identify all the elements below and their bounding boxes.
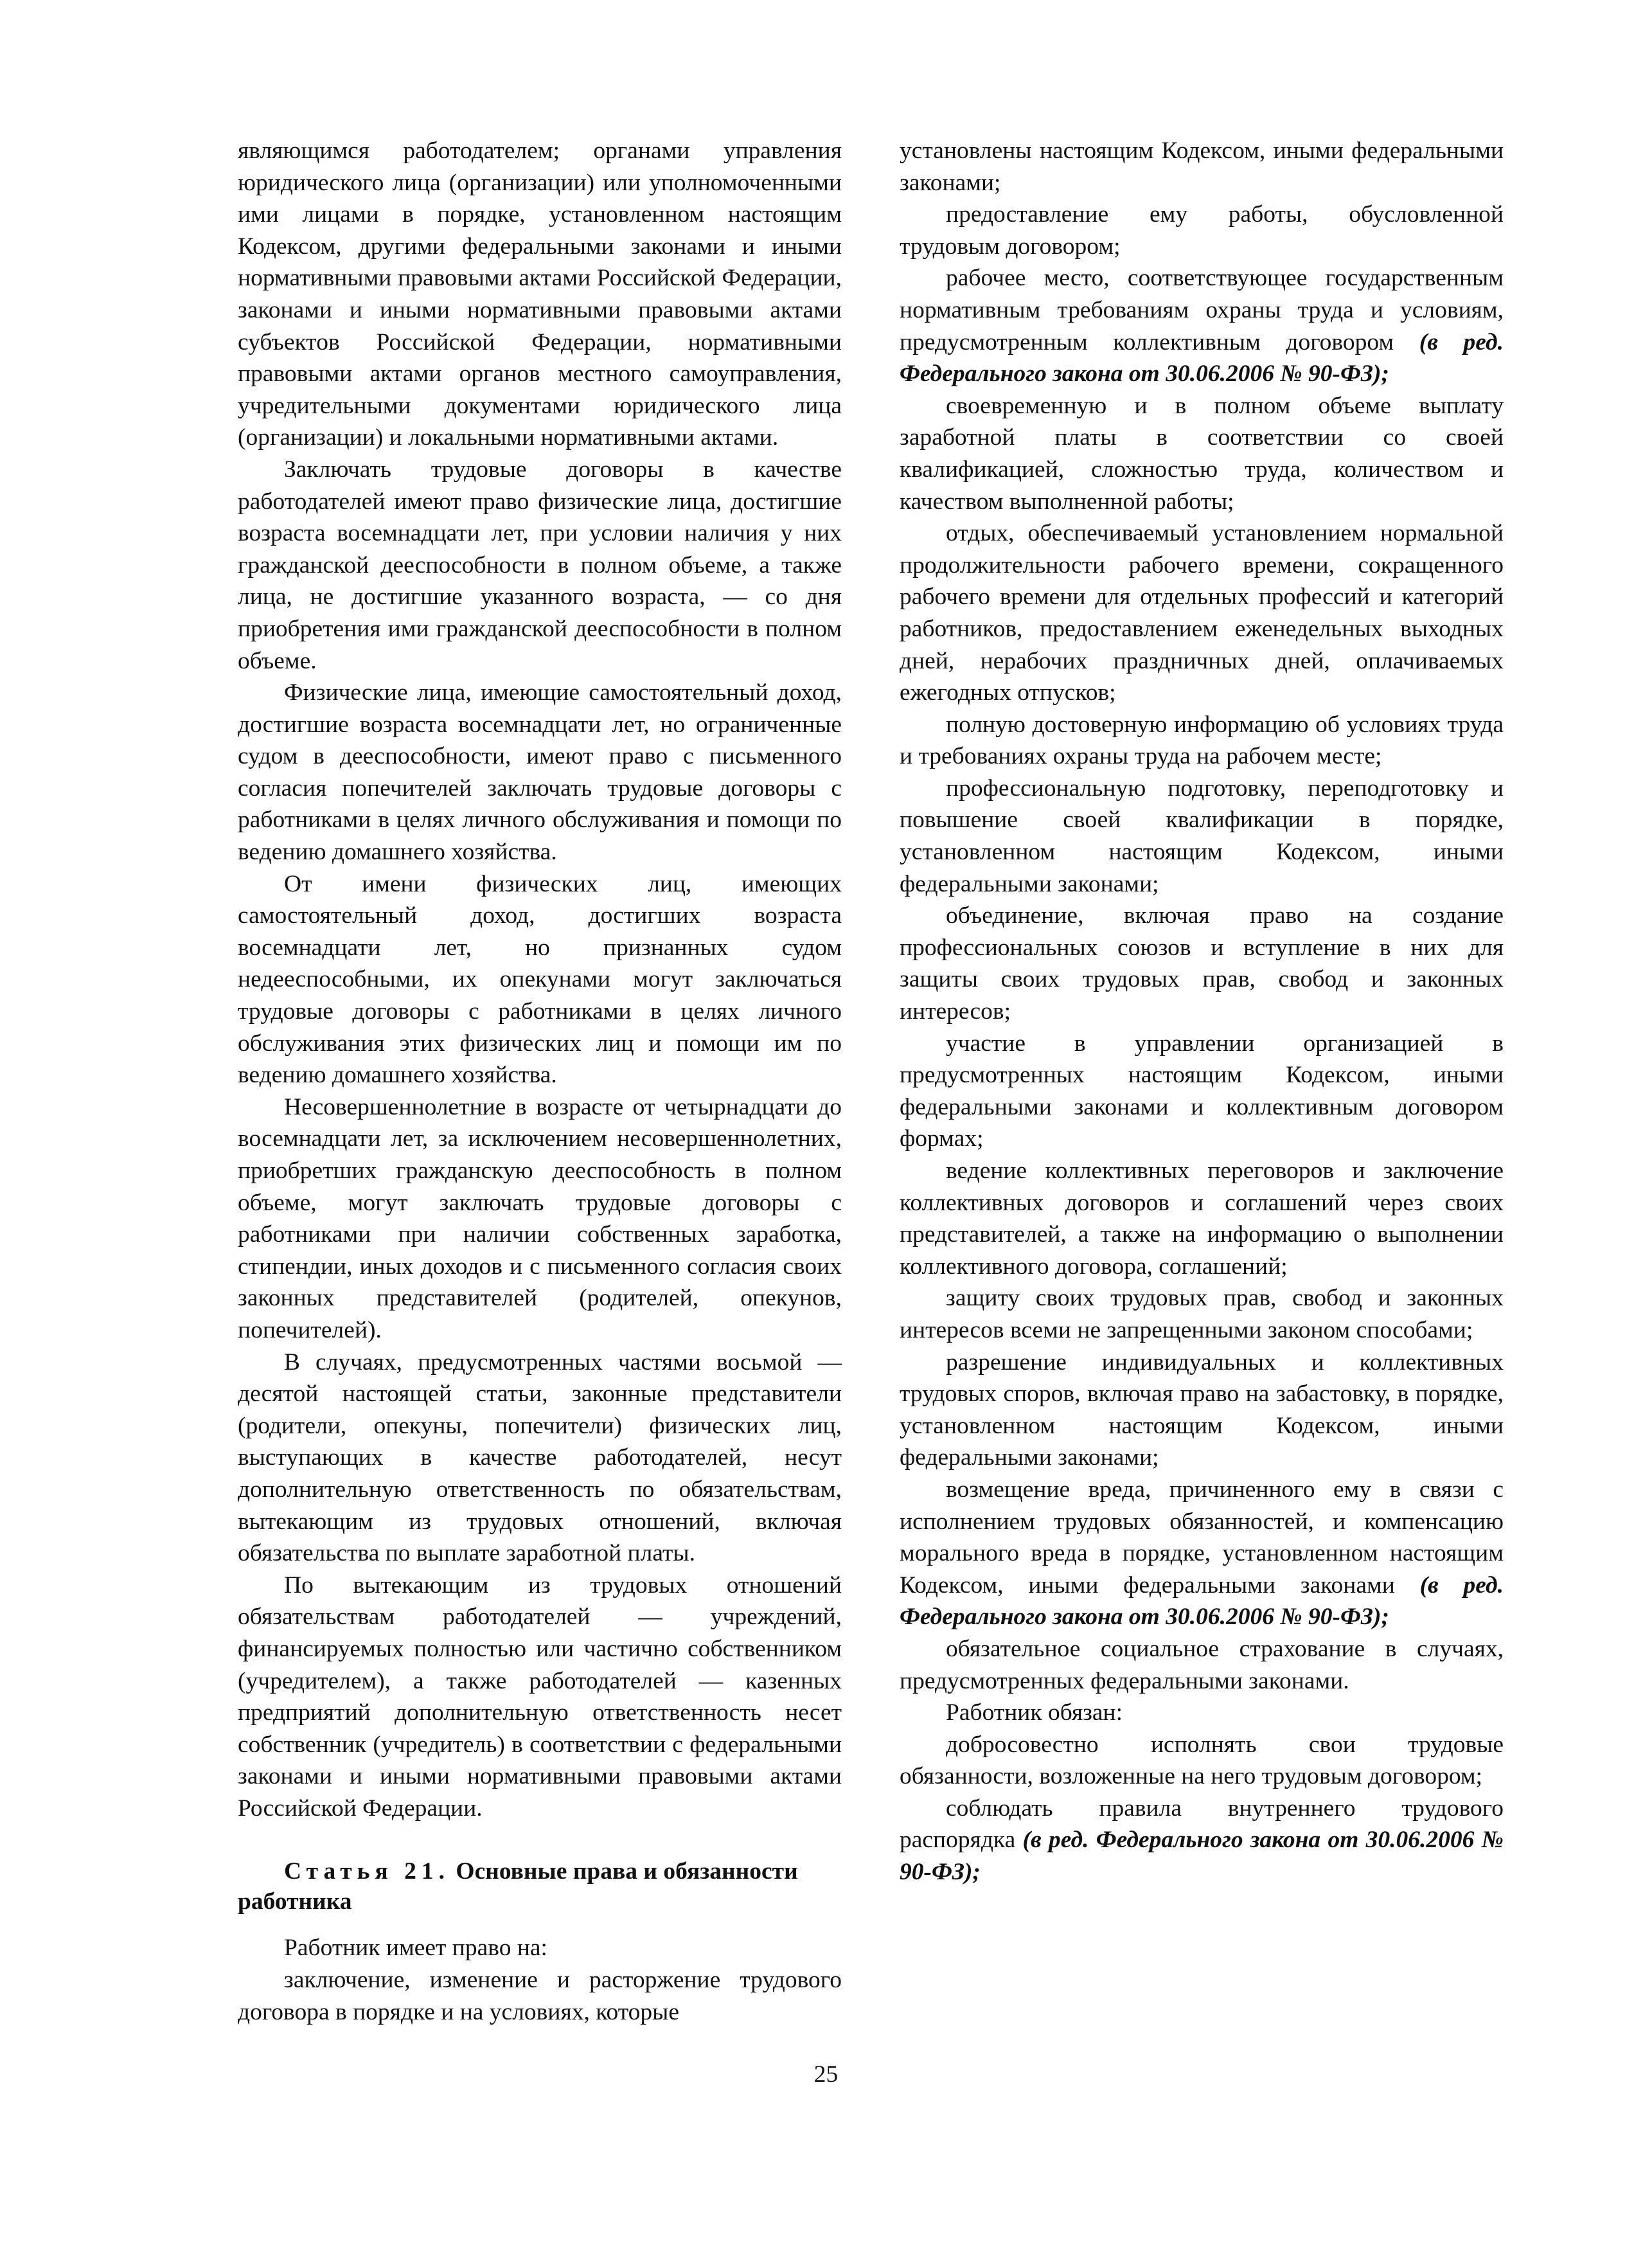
paragraph <box>900 1793 1504 1888</box>
paragraph: добросовестно исполнять свои трудовые обязанности, возложенные на него трудовым договором; <box>900 1731 1504 1790</box>
page-number: 25 <box>813 2061 839 2088</box>
article-title: Основные права и обязанности работника <box>238 1858 798 1915</box>
paragraph: объединение, включая право на создание профессиональных союзов и вступление в них для защиты своих трудовых прав, свобод и законных интересов; <box>900 902 1504 1025</box>
paragraph: По вытекающим из трудовых отношений обязательствам работодателей — учреждений, финансируемых полностью или частично собственником (учредителем), а также работодателей — казенных предприятий дополнительную ответственность несет собственник (учредитель) в соответствии с федеральными законами и иными нормативными правовыми актами Российской Федерации. <box>238 1571 842 1822</box>
paragraph: Физические лица, имеющие самостоятельный доход, достигшие возраста восемнадцати лет, но ограниченные судом в дееспособности, имеют право с письменного согласия попечителей заключать трудовые договоры с работниками в целях личного обслуживания и помощи по ведению домашнего хозяйства. <box>238 679 842 866</box>
article-heading <box>238 1856 842 1917</box>
paragraph: От имени физических лиц, имеющих самостоятельный доход, достигших возраста восемнадцати лет, но признанных судом недееспособными, их опекунами могут заключаться трудовые договоры с работниками в целях личного обслуживания этих физических лиц и помощи им по ведению домашнего хозяйства. <box>238 870 842 1089</box>
paragraph: Заключать трудовые договоры в качестве работодателей имеют право физические лица, достигшие возраста восемнадцати лет, при условии наличия у них гражданской дееспособности в полном объеме, а также лица, не достигшие указанного возраста, — со дня приобретения ими гражданской дееспособности в полном объеме. <box>238 456 842 674</box>
paragraph: участие в управлении организацией в предусмотренных настоящим Кодексом, иными федеральными законами и коллективным договором формах; <box>900 1030 1504 1152</box>
paragraph: Несовершеннолетние в возрасте от четырнадцати до восемнадцати лет, за исключением несовершеннолетних, приобретших гражданскую дееспособность в полном объеме, могут заключать трудовые договоры с работниками при наличии собственных заработка, стипендии, иных доходов и с письменного согласия своих законных представителей (родителей, опекунов, попечителей). <box>238 1093 842 1343</box>
paragraph: ведение коллективных переговоров и заключение коллективных договоров и соглашений через своих представителей, а также на информацию о выполнении коллективного договора, соглашений; <box>900 1158 1504 1280</box>
amendment-note: (в ред. Федерального закона от 30.06.2006 № 90-ФЗ); <box>900 1827 1504 1886</box>
paragraph: заключение, изменение и расторжение трудового договора в порядке и на условиях, которые <box>238 1967 842 2025</box>
paragraph: Работник имеет право на: <box>284 1935 547 1962</box>
paragraph <box>900 1474 1504 1633</box>
paragraph-text: соблюдать правила внутреннего трудового распорядка <box>900 1795 1504 1854</box>
paragraph: защиту своих трудовых прав, свобод и законных интересов всеми не запрещенными законом способами; <box>900 1285 1504 1343</box>
paragraph: полную достоверную информацию об условиях труда и требованиях охраны труда на рабочем месте; <box>900 711 1504 770</box>
right-column <box>900 135 1504 1888</box>
paragraph: разрешение индивидуальных и коллективных трудовых споров, включая право на забастовку, в порядке, установленном настоящим Кодексом, иными федеральными законами; <box>900 1348 1504 1471</box>
paragraph-text: рабочее место, соответствующее государственным нормативным требованиям охраны труда и условиям, предусмотренным коллективным договором <box>900 265 1504 355</box>
paragraph-text: возмещение вреда, причиненного ему в связи с исполнением трудовых обязанностей, и компенсацию морального вреда в порядке, установленном настоящим Кодексом, иными федеральными законами <box>900 1476 1504 1598</box>
paragraph: являющимся работодателем; органами управления юридического лица (организации) или уполномоченными ими лицами в порядке, установленном настоящим Кодексом, другими федеральными законами и иными нормативными правовыми актами Российской Федерации, законами и иными нормативными правовыми актами субъектов Российской Федерации, нормативными правовыми актами органов местного самоуправления, учредительными документами юридического лица (организации) и локальными нормативными актами. <box>238 138 842 451</box>
paragraph: своевременную и в полном объеме выплату заработной платы в соответствии со своей квалификацией, сложностью труда, количеством и качеством выполненной работы; <box>900 392 1504 515</box>
amendment-note: (в ред. Федерального закона от 30.06.2006 № 90-ФЗ); <box>900 328 1504 388</box>
paragraph: профессиональную подготовку, переподготовку и повышение своей квалификации в порядке, установленном настоящим Кодексом, иными федеральными законами; <box>900 774 1504 897</box>
paragraph <box>900 262 1504 389</box>
paragraph: установлены настоящим Кодексом, иными федеральными законами; <box>900 138 1504 196</box>
amendment-note: (в ред. Федерального закона от 30.06.2006 № 90-ФЗ); <box>900 1571 1504 1631</box>
paragraph: Работник обязан: <box>946 1699 1123 1726</box>
paragraph: предоставление ему работы, обусловленной трудовым договором; <box>900 201 1504 260</box>
paragraph: обязательное социальное страхование в случаях, предусмотренных федеральными законами. <box>900 1635 1504 1694</box>
article-number: Статья 21. <box>284 1858 450 1885</box>
paragraph: В случаях, предусмотренных частями восьмой — десятой настоящей статьи, законные представители (родители, опекуны, попечители) физических лиц, выступающих в качестве работодателей, несут дополнительную ответственность по обязательствам, вытекающим из трудовых отношений, включая обязательства по выплате заработной платы. <box>238 1348 842 1567</box>
left-column <box>238 135 842 2028</box>
paragraph: отдых, обеспечиваемый установлением нормальной продолжительности рабочего времени, сокращенного рабочего времени для отдельных профессий и категорий работников, предоставлением еженедельных выходных дней, нерабочих праздничных дней, оплачиваемых ежегодных отпусков; <box>900 520 1504 706</box>
